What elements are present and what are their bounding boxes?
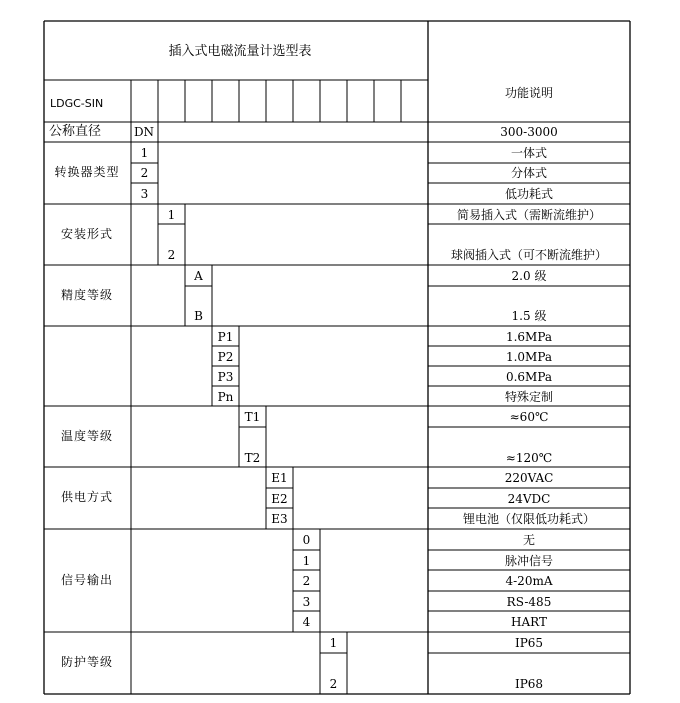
option-description: 低功耗式: [504, 187, 554, 201]
option-description: IP65: [514, 636, 544, 650]
option-description: 分体式: [510, 166, 548, 180]
option-code: T1: [244, 410, 261, 424]
group-label: 安装形式: [60, 226, 114, 241]
dn-code: DN: [133, 125, 155, 139]
option-description: 2.0 级: [511, 269, 547, 283]
option-code: P2: [217, 350, 234, 364]
option-code: 3: [302, 595, 311, 609]
option-code: A: [194, 269, 203, 283]
option-code: E1: [271, 471, 288, 485]
option-code: 3: [140, 187, 149, 201]
option-code: 2: [167, 248, 176, 262]
option-code: 1: [302, 554, 311, 568]
option-description: 特殊定制: [504, 390, 554, 404]
group-label: 防护等级: [60, 655, 114, 669]
nominal-diameter-label: 公称直径: [49, 124, 102, 139]
option-description: 球阀插入式（可不断流维护）: [450, 248, 608, 262]
dn-range: 300-3000: [500, 125, 558, 139]
option-description: 简易插入式（需断流维护）: [456, 208, 602, 222]
function-header: 功能说明: [504, 86, 554, 100]
option-code: T2: [244, 451, 261, 465]
option-description: 24VDC: [507, 492, 551, 506]
option-code: 4: [302, 615, 311, 629]
option-code: P3: [217, 370, 234, 384]
option-code: 2: [329, 677, 338, 691]
option-description: 一体式: [510, 146, 548, 160]
option-description: HART: [511, 615, 547, 629]
option-code: 2: [302, 574, 311, 588]
option-description: 1.6MPa: [505, 330, 553, 344]
option-code: 1: [140, 146, 149, 160]
option-description: 无: [522, 533, 536, 547]
option-description: 4-20mA: [505, 574, 553, 588]
option-description: IP68: [514, 677, 544, 691]
option-code: 0: [302, 533, 311, 547]
group-label: 信号输出: [60, 572, 114, 587]
group-label: 转换器类型: [54, 165, 120, 179]
option-description: 脉冲信号: [504, 554, 554, 568]
option-code: 2: [140, 166, 149, 180]
option-description: 1.0MPa: [505, 350, 553, 364]
option-code: B: [194, 309, 203, 323]
option-code: E2: [271, 492, 288, 506]
model-code: LDGC-SIN: [50, 97, 104, 110]
table-title: 插入式电磁流量计选型表: [168, 44, 312, 59]
option-code: 1: [329, 636, 338, 650]
option-description: ≈120℃: [505, 451, 553, 465]
option-description: ≈60℃: [509, 410, 549, 424]
option-description: RS-485: [506, 595, 552, 609]
option-description: 锂电池（仅限低功耗式）: [462, 512, 596, 526]
group-label: 精度等级: [60, 287, 114, 302]
option-description: 1.5 级: [511, 309, 547, 323]
option-description: 220VAC: [504, 471, 554, 485]
group-label: 供电方式: [60, 490, 114, 504]
option-code: P1: [217, 330, 234, 344]
option-code: 1: [167, 208, 176, 222]
group-label: 温度等级: [60, 428, 114, 443]
option-code: E3: [271, 512, 288, 526]
option-description: 0.6MPa: [505, 370, 553, 384]
option-code: Pn: [217, 390, 234, 404]
